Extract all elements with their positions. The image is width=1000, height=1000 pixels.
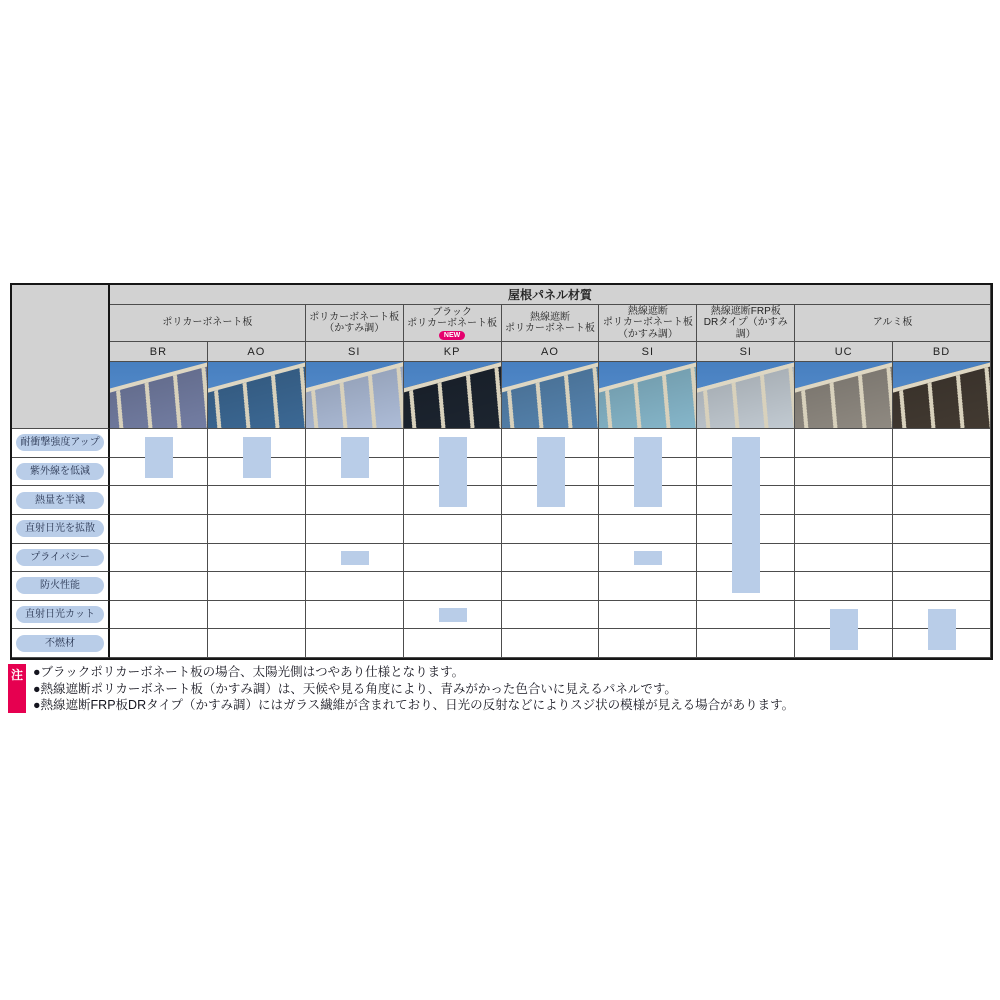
feature-cell xyxy=(306,486,404,515)
feature-cell xyxy=(404,544,502,573)
feature-pill: 防火性能 xyxy=(16,577,104,594)
color-code-cell: UC xyxy=(795,342,893,362)
feature-cell xyxy=(893,515,991,544)
feature-bar xyxy=(243,437,271,478)
roof-panel-material-table xyxy=(10,283,993,660)
feature-row-label-cell xyxy=(12,572,110,601)
feature-cell xyxy=(110,515,208,544)
feature-cell xyxy=(502,515,600,544)
roof-panel-image xyxy=(697,362,795,429)
feature-cell xyxy=(208,544,306,573)
panel-photo xyxy=(795,362,893,429)
panel-photo xyxy=(502,362,600,429)
feature-row-label-cell xyxy=(12,515,110,544)
feature-cell xyxy=(208,572,306,601)
roof-panel-image xyxy=(795,362,893,429)
color-code-cell: BR xyxy=(110,342,208,362)
feature-cell xyxy=(893,544,991,573)
feature-pill: 不燃材 xyxy=(16,635,104,652)
feature-bar xyxy=(830,609,858,650)
color-code-cell: KP xyxy=(404,342,502,362)
panel-photo xyxy=(306,362,404,429)
feature-cell xyxy=(208,601,306,630)
feature-row-label-cell xyxy=(12,544,110,573)
feature-bar xyxy=(341,437,369,478)
feature-cell xyxy=(502,544,600,573)
group-label-line: （かすみ調） xyxy=(324,323,385,334)
roof-panel-image xyxy=(502,362,600,429)
panel-photo xyxy=(599,362,697,429)
note-item: ●熱線遮断ポリカーボネート板（かすみ調）は、天候や見る角度により、青みがかった色合いに見えるパネルです。 xyxy=(33,681,677,696)
feature-row-label-cell xyxy=(12,429,110,458)
feature-cell xyxy=(502,601,600,630)
feature-cell xyxy=(697,601,795,630)
roof-panel-image xyxy=(110,362,208,429)
feature-bar xyxy=(439,437,467,507)
feature-cell xyxy=(306,572,404,601)
group-label-line: ポリカーボネート板 xyxy=(602,317,693,329)
group-header xyxy=(697,305,795,342)
panel-photo xyxy=(697,362,795,429)
feature-cell xyxy=(404,515,502,544)
feature-cell xyxy=(208,629,306,658)
feature-pill: 紫外線を低減 xyxy=(16,463,104,480)
feature-cell xyxy=(795,515,893,544)
roof-panel-image xyxy=(306,362,404,429)
notes-section xyxy=(8,664,794,714)
note-list xyxy=(33,664,794,714)
roof-panel-image xyxy=(599,362,697,429)
note-item: ●ブラックポリカーボネート板の場合、太陽光側はつやあり仕様となります。 xyxy=(33,665,465,679)
feature-bar xyxy=(341,551,369,566)
feature-pill: 耐衝撃強度アップ xyxy=(16,434,104,451)
panel-photo xyxy=(208,362,306,429)
feature-row-label-cell xyxy=(12,486,110,515)
panel-photo xyxy=(404,362,502,429)
table-corner-cell xyxy=(12,285,110,429)
group-header xyxy=(502,305,600,342)
color-code-cell: AO xyxy=(502,342,600,362)
feature-cell xyxy=(306,601,404,630)
feature-bar xyxy=(732,437,760,593)
color-code-cell: SI xyxy=(697,342,795,362)
feature-cell xyxy=(208,486,306,515)
feature-cell xyxy=(404,572,502,601)
feature-row-label-cell xyxy=(12,458,110,487)
feature-cell xyxy=(599,601,697,630)
group-label-line: ポリカーボネート板 xyxy=(162,317,253,329)
feature-cell xyxy=(599,515,697,544)
color-code-cell: SI xyxy=(306,342,404,362)
feature-pill: プライバシー xyxy=(16,549,104,566)
group-label-line: 熱線遮断FRP板 xyxy=(710,305,781,317)
feature-bar xyxy=(439,608,467,623)
feature-bar xyxy=(145,437,173,478)
group-label-line: ポリカーボネート板 xyxy=(309,311,400,323)
table-title: 屋根パネル材質 xyxy=(110,285,991,305)
feature-cell xyxy=(502,629,600,658)
new-badge: NEW xyxy=(439,331,465,340)
feature-bar xyxy=(634,437,662,507)
group-label-line: ポリカーボネート板 xyxy=(407,318,498,329)
feature-cell xyxy=(208,515,306,544)
group-label-line: ブラック xyxy=(432,306,472,318)
feature-cell xyxy=(795,544,893,573)
color-code-cell: AO xyxy=(208,342,306,362)
feature-bar xyxy=(928,609,956,650)
group-label-line: 熱線遮断 xyxy=(529,311,570,323)
feature-cell xyxy=(599,572,697,601)
feature-cell xyxy=(795,572,893,601)
feature-row-label-cell xyxy=(12,601,110,630)
feature-pill: 直射日光を拡散 xyxy=(16,520,104,537)
feature-cell xyxy=(697,629,795,658)
feature-row-label-cell xyxy=(12,629,110,658)
feature-cell xyxy=(110,629,208,658)
feature-cell xyxy=(110,572,208,601)
group-header xyxy=(795,305,991,342)
feature-cell xyxy=(502,572,600,601)
roof-panel-image xyxy=(893,362,991,429)
feature-cell xyxy=(306,515,404,544)
feature-cell xyxy=(404,629,502,658)
note-item: ●熱線遮断FRP板DRタイプ（かすみ調）にはガラス繊維が含まれており、日光の反射などによりスジ状の模様が見える場合があります。 xyxy=(33,698,795,712)
group-label-line: アルミ板 xyxy=(872,317,913,329)
group-label-line: DRタイプ（かすみ調） xyxy=(703,317,788,340)
feature-cell xyxy=(795,429,893,458)
group-header xyxy=(110,305,306,342)
roof-panel-image xyxy=(208,362,306,429)
feature-cell xyxy=(893,572,991,601)
color-code-cell: BD xyxy=(893,342,991,362)
feature-cell xyxy=(795,486,893,515)
feature-cell xyxy=(110,486,208,515)
feature-cell xyxy=(599,629,697,658)
roof-panel-image xyxy=(404,362,502,429)
feature-cell xyxy=(306,629,404,658)
feature-cell xyxy=(893,429,991,458)
group-label-line: （かすみ調） xyxy=(617,328,678,340)
feature-pill: 直射日光カット xyxy=(16,606,104,623)
feature-cell xyxy=(893,458,991,487)
note-badge: 注 xyxy=(8,664,26,713)
group-label-line: 熱線遮断 xyxy=(627,305,668,317)
feature-cell xyxy=(110,601,208,630)
group-label-line: ポリカーボネート板 xyxy=(505,323,595,334)
group-header xyxy=(306,305,404,342)
panel-photo xyxy=(110,362,208,429)
feature-bar xyxy=(634,551,662,566)
feature-cell xyxy=(795,458,893,487)
panel-photo xyxy=(893,362,991,429)
group-header xyxy=(404,305,502,342)
group-header xyxy=(599,305,697,342)
feature-cell xyxy=(893,486,991,515)
feature-cell xyxy=(110,544,208,573)
color-code-cell: SI xyxy=(599,342,697,362)
feature-pill: 熱量を半減 xyxy=(16,492,104,509)
feature-bar xyxy=(537,437,565,507)
